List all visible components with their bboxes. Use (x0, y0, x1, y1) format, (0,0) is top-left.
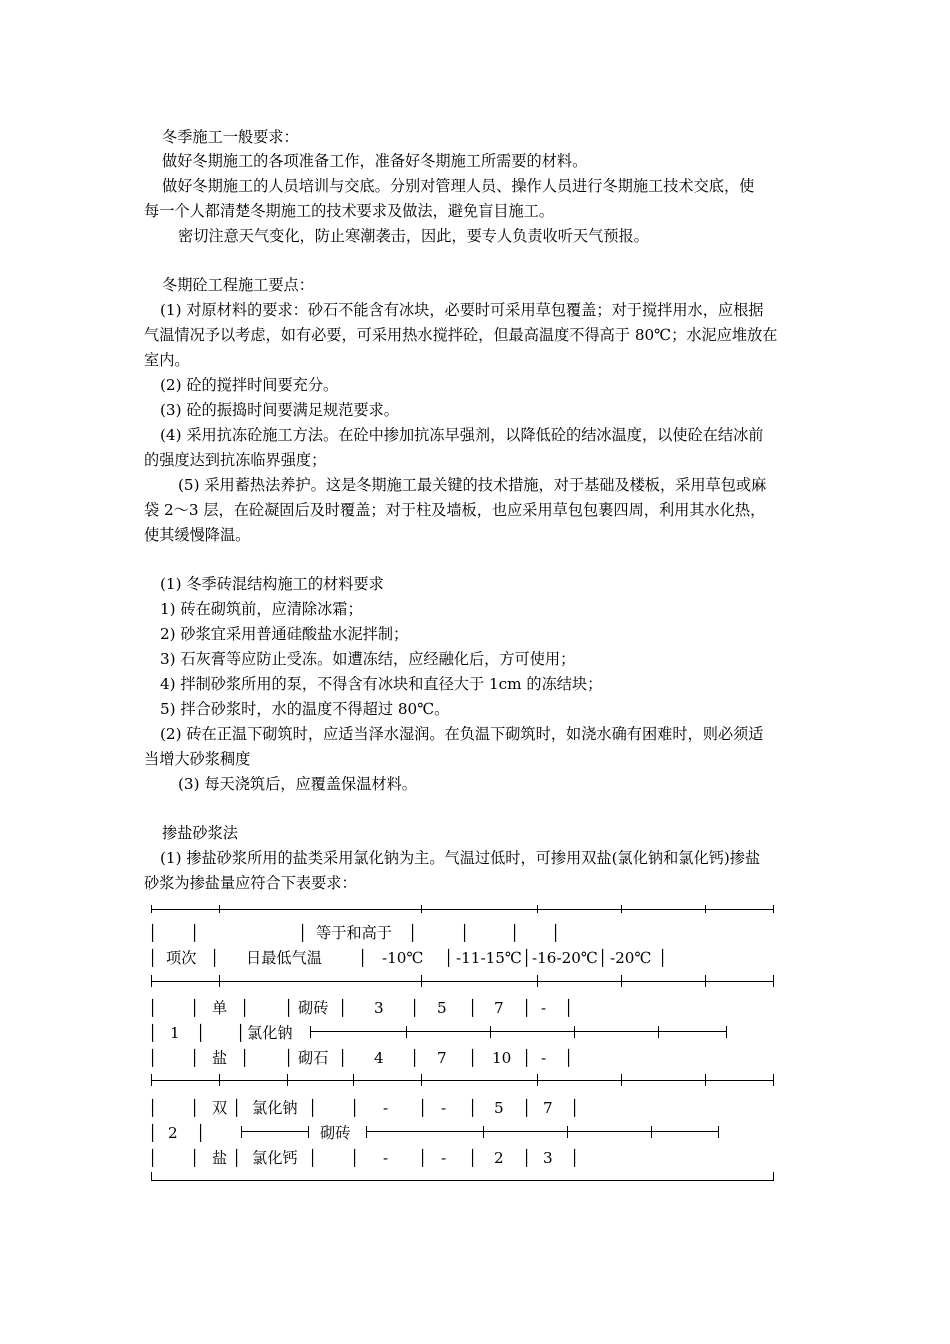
list-item: 1) 砖在砌筑前，应清除冰霜； (160, 600, 363, 618)
tick (151, 905, 152, 913)
cell-separator: │ (236, 1024, 246, 1042)
tick (705, 905, 706, 913)
row1-top-val-1: 3 (374, 999, 384, 1017)
tick (773, 1074, 774, 1086)
paragraph: 使其缓慢降温。 (144, 526, 251, 544)
paragraph: (3) 每天浇筑后，应覆盖保温材料。 (178, 775, 417, 793)
tick (406, 1026, 407, 1038)
header-temp-2: -11-15℃ (456, 949, 522, 967)
tick (537, 975, 538, 987)
paragraph: (2) 砖在正温下砌筑时，应适当泽水湿润。在负温下砌筑时，如浇水确有困难时，则必须适 (160, 725, 764, 743)
cell-separator: │ (148, 1049, 158, 1067)
table-rule (151, 981, 773, 982)
paragraph: (1) 对原材料的要求：砂石不能含有冰块，必要时可采用草包覆盖；对于搅拌用水，应根据 (160, 301, 764, 319)
header-temp-1: -10℃ (382, 949, 424, 967)
header-temp-4: -20℃ (610, 949, 652, 967)
row2-no: 2 (168, 1124, 178, 1142)
row2-top-val-3: 5 (494, 1099, 504, 1117)
cell-separator: │ (551, 924, 561, 942)
paragraph: 砂浆为掺盐量应符合下表要求： (144, 874, 357, 892)
cell-separator: │ (468, 1099, 478, 1117)
cell-separator: │ (410, 1049, 420, 1067)
table-rule (366, 1131, 718, 1132)
tick (366, 1126, 367, 1138)
tick (621, 905, 622, 913)
cell-separator: │ (196, 1024, 206, 1042)
cell-separator: │ (190, 924, 200, 942)
paragraph: 当增大砂浆稠度 (144, 750, 251, 768)
tick (421, 975, 422, 987)
header-min-temp: 日最低气温 (246, 949, 322, 967)
cell-separator: │ (350, 1099, 360, 1117)
tick (287, 1074, 288, 1086)
row2-bottom-val-2: - (441, 1149, 447, 1167)
row2-top-val-2: - (441, 1099, 447, 1117)
cell-separator: │ (284, 1049, 294, 1067)
tick (726, 1026, 727, 1038)
cell-separator: │ (148, 1124, 158, 1142)
paragraph: 气温情况予以考虑，如有必要，可采用热水搅拌砼，但最高温度不得高于 80℃；水泥应堆放在 (144, 326, 778, 344)
cell-separator: │ (418, 1149, 428, 1167)
table-rule (151, 1080, 773, 1081)
row1-salt: 氯化钠 (247, 1024, 293, 1042)
cell-separator: │ (468, 1049, 478, 1067)
cell-separator: │ (444, 949, 454, 967)
paragraph: (4) 采用抗冻砼施工方法。在砼中掺加抗冻早强剂，以降低砼的结冰温度，以使砼在结冰前 (160, 426, 764, 444)
row2-bottom-val-1: - (383, 1149, 389, 1167)
tick (773, 975, 774, 987)
cell-separator: │ (190, 1049, 200, 1067)
cell-separator: │ (522, 999, 532, 1017)
row2-kind-top: 双 (212, 1099, 228, 1117)
tick (574, 1026, 575, 1038)
cell-separator: │ (510, 924, 520, 942)
paragraph: 密切注意天气变化，防止寒潮袭击，因此，要专人负责收听天气预报。 (178, 227, 649, 245)
tick (219, 905, 220, 913)
tick (421, 905, 422, 913)
row1-bottom-val-2: 7 (437, 1049, 447, 1067)
cell-separator: │ (410, 999, 420, 1017)
tick (483, 1126, 484, 1138)
tick (219, 1074, 220, 1086)
row2-top-val-1: - (383, 1099, 389, 1117)
cell-separator: │ (284, 999, 294, 1017)
cell-separator: │ (148, 1024, 158, 1042)
cell-separator: │ (564, 999, 574, 1017)
cell-separator: │ (564, 1049, 574, 1067)
section-title-concrete: 冬期砼工程施工要点： (162, 276, 314, 294)
tick (718, 1126, 719, 1138)
paragraph: 做好冬期施工的人员培训与交底。分别对管理人员、操作人员进行冬期施工技术交底，使 (162, 177, 755, 195)
row1-bottom-val-4: - (541, 1049, 547, 1067)
cell-separator: │ (190, 999, 200, 1017)
cell-separator: │ (210, 949, 220, 967)
row1-kind-bottom: 盐 (212, 1049, 228, 1067)
list-item: 2) 砂浆宜采用普通硅酸盐水泥拌制； (160, 625, 409, 643)
tick (219, 975, 220, 987)
paragraph: (1) 掺盐砂浆所用的盐类采用氯化钠为主。气温过低时，可掺用双盐(氯化钠和氯化钙)掺盐 (160, 849, 761, 867)
tick (310, 1026, 311, 1038)
tick (537, 905, 538, 913)
paragraph: 室内。 (144, 351, 190, 369)
tick (658, 1026, 659, 1038)
paragraph: 做好冬期施工的各项准备工作，准备好冬期施工所需要的材料。 (162, 152, 588, 170)
table-rule-top (151, 909, 773, 910)
cell-separator: │ (148, 1099, 158, 1117)
cell-separator: │ (298, 924, 308, 942)
row1-top-val-4: - (541, 999, 547, 1017)
cell-separator: │ (338, 999, 348, 1017)
cell-separator: │ (418, 1099, 428, 1117)
cell-separator: │ (460, 924, 470, 942)
cell-separator: │ (350, 1149, 360, 1167)
paragraph: (1) 冬季砖混结构施工的材料要求 (160, 575, 384, 593)
paragraph: 每一个人都清楚冬期施工的技术要求及做法，避免盲目施工。 (144, 202, 555, 220)
paragraph: 的强度达到抗冻临界强度； (144, 451, 327, 469)
list-item: 3) 石灰膏等应防止受冻。如遭冻结，应经融化后，方可使用； (160, 650, 576, 668)
cell-separator: │ (148, 999, 158, 1017)
cell-separator: │ (522, 1149, 532, 1167)
cell-separator: │ (468, 1149, 478, 1167)
paragraph: (5) 采用蓄热法养护。这是冬期施工最关键的技术措施，对于基础及楼板，采用草包或麻 (178, 476, 767, 494)
cell-separator: │ (232, 1099, 242, 1117)
tick (651, 1126, 652, 1138)
row2-top-val-4: 7 (543, 1099, 553, 1117)
row2-material: 砌砖 (320, 1124, 351, 1142)
tick (151, 1172, 152, 1181)
cell-separator: │ (148, 1149, 158, 1167)
header-eq-higher: 等于和高于 (316, 924, 392, 942)
tick (353, 1074, 354, 1086)
cell-separator: │ (308, 1099, 318, 1117)
row2-salt-bottom: 氯化钙 (252, 1149, 298, 1167)
row1-top-val-2: 5 (437, 999, 447, 1017)
tick (537, 1074, 538, 1086)
cell-separator: │ (468, 999, 478, 1017)
cell-separator: │ (148, 949, 158, 967)
tick (151, 975, 152, 987)
tick (241, 1126, 242, 1138)
row2-bottom-val-3: 2 (494, 1149, 504, 1167)
cell-separator: │ (196, 1124, 206, 1142)
row1-material-bottom: 砌石 (298, 1049, 329, 1067)
cell-separator: │ (358, 949, 368, 967)
cell-separator: │ (338, 1049, 348, 1067)
list-item: 5) 拌合砂浆时，水的温度不得超过 80℃。 (160, 700, 450, 718)
tick (773, 1172, 774, 1181)
table-rule-bottom (151, 1180, 773, 1181)
cell-separator: │ (148, 924, 158, 942)
table-rule (241, 1131, 308, 1132)
tick (490, 1026, 491, 1038)
row1-top-val-3: 7 (494, 999, 504, 1017)
row1-no: 1 (170, 1024, 180, 1042)
tick (705, 975, 706, 987)
section-title-salt-mortar: 掺盐砂浆法 (162, 824, 238, 842)
cell-separator: │ (240, 1049, 250, 1067)
tick (773, 905, 774, 913)
cell-separator: │ (408, 924, 418, 942)
row1-material-top: 砌砖 (298, 999, 329, 1017)
cell-separator: │ (570, 1149, 580, 1167)
row1-bottom-val-1: 4 (374, 1049, 384, 1067)
cell-separator: │ (658, 949, 668, 967)
paragraph: (2) 砼的搅拌时间要充分。 (160, 376, 339, 394)
cell-separator: │ (522, 1099, 532, 1117)
cell-separator: │ (240, 999, 250, 1017)
cell-separator: │ (308, 1149, 318, 1167)
cell-separator: │ (232, 1149, 242, 1167)
table-rule (310, 1031, 726, 1032)
tick (621, 1074, 622, 1086)
paragraph: 袋 2～3 层，在砼凝固后及时覆盖；对于柱及墙板，也应采用草包包裹四周，利用其水化热， (144, 501, 766, 519)
tick (621, 975, 622, 987)
row2-bottom-val-4: 3 (543, 1149, 553, 1167)
cell-separator: │ (522, 1049, 532, 1067)
cell-separator: │ (190, 1149, 200, 1167)
list-item: 4) 拌制砂浆所用的泵，不得含有冰块和直径大于 1cm 的冻结块； (160, 675, 603, 693)
header-item: 项次 (166, 949, 197, 967)
row1-kind-top: 单 (212, 999, 228, 1017)
cell-separator: │ (570, 1099, 580, 1117)
row1-bottom-val-3: 10 (492, 1049, 512, 1067)
tick (567, 1126, 568, 1138)
row2-salt-top: 氯化钠 (252, 1099, 298, 1117)
header-temp-3: -16-20℃ (532, 949, 598, 967)
row2-kind-bottom: 盐 (212, 1149, 228, 1167)
cell-separator: │ (598, 949, 608, 967)
section-title-winter-general: 冬季施工一般要求： (162, 128, 299, 146)
paragraph: (3) 砼的振捣时间要满足规范要求。 (160, 401, 399, 419)
tick (308, 1126, 309, 1138)
cell-separator: │ (522, 949, 532, 967)
tick (421, 1074, 422, 1086)
tick (705, 1074, 706, 1086)
tick (151, 1074, 152, 1086)
cell-separator: │ (190, 1099, 200, 1117)
